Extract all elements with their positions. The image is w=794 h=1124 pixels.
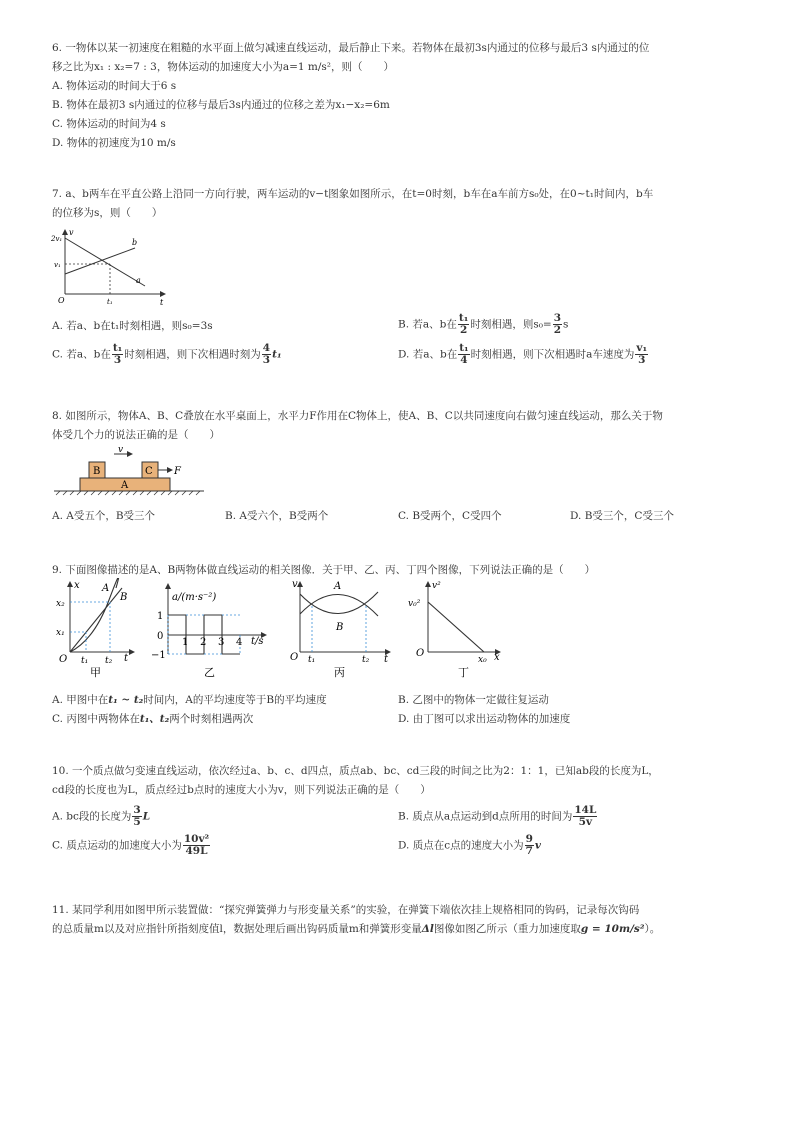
q6-stem-line1: 6. 一物体以某一初速度在粗糙的水平面上做匀减速直线运动，最后静止下来。若物体在最初3s内通过的位移与最后3 s内通过的位	[52, 42, 650, 54]
q9-option-a[interactable]	[52, 692, 327, 707]
q9-jia-x-axis: x	[74, 580, 80, 591]
q9-yi-tick-2: 2	[200, 637, 207, 648]
q9-yi-tick-1: 1	[182, 637, 189, 648]
q9-yi-tick-3: 3	[218, 637, 225, 648]
q9-graph-bing	[286, 578, 394, 678]
q9-graph-ding	[404, 578, 504, 678]
q11-stem-line1: 11. 某同学利用如图甲所示装置做：“探究弹簧弹力与形变量关系”的实验，在弹簧下端依次挂上规格相同的钩码，记录每次钩码	[52, 904, 640, 916]
q9-bing-t-axis: t	[384, 654, 389, 665]
q6-stem-line2: 移之比为x₁ : x₂=7 : 3，物体运动的加速度大小为a=1 m/s²，则（ ）	[52, 61, 395, 73]
q7-graph-t-label: t	[160, 298, 164, 307]
q11-line2-prefix: 的总质量m以及对应指针所指刻度值l，数据处理后画出钩码质量m和弹簧形变量	[52, 923, 422, 935]
q7-b-suffix: s	[563, 318, 569, 331]
q9-jia-caption: 甲	[90, 666, 101, 678]
q9-jia-line-a: A	[102, 583, 110, 594]
q9-ding-x-axis: x	[494, 652, 500, 663]
q9-ding-v2-axis: v²	[432, 581, 441, 591]
q7-b-prefix: B. 若a、b在	[398, 318, 457, 331]
q7-c-suffix: t₁	[272, 348, 282, 361]
q9-jia-x2: x₂	[56, 599, 65, 609]
q10-b-prefix: B. 质点从a点运动到d点所用的时间为	[398, 810, 573, 823]
q8-blocks-figure	[52, 444, 212, 496]
q8-stem-line2: 体受几个力的说法正确的是（ ）	[52, 429, 220, 441]
q8-fig-block-c: C	[145, 466, 153, 477]
q9-c-suffix: 两个时刻相遇两次	[169, 713, 254, 725]
q9-ding-origin: O	[416, 648, 425, 659]
q11-delta-l: Δl	[421, 923, 434, 935]
q8-fig-velocity: v	[118, 445, 124, 455]
q9-c-prefix: C. 丙图中两物体在	[52, 713, 140, 725]
q7-graph-v1-label: v₁	[54, 261, 61, 269]
q10-a-suffix: L	[142, 810, 151, 823]
q8-option-a[interactable]: A. A受五个，B受三个	[52, 510, 156, 522]
q8-stem-line1: 8. 如图所示，物体A、B、C叠放在水平桌面上，水平力F作用在C物体上，使A、B、C以共同速度向右做匀速直线运动，那么关于物	[52, 410, 663, 422]
q10-stem-line2: cd段的长度也为L，质点经过b点时的速度大小为v，则下列说法正确的是（ ）	[52, 784, 431, 796]
q8-option-d[interactable]: D. B受三个，C受三个	[570, 510, 674, 522]
q11-stem-line2	[52, 921, 660, 936]
q9-ding-v0-squared: v₀²	[408, 599, 421, 609]
q9-bing-origin: O	[290, 652, 299, 663]
q9-yi-zero: 0	[157, 631, 164, 642]
q9-bing-v-axis: v	[292, 579, 298, 590]
q10-a-prefix: A. bc段的长度为	[52, 810, 132, 823]
q7-c-fraction-time: $\frac{\text{t₁}}{3}$	[112, 342, 123, 366]
q7-b-fraction-time: $\frac{\text{t₁}}{2}$	[458, 312, 469, 336]
q9-jia-origin: O	[59, 654, 68, 665]
q9-jia-line-b: B	[120, 592, 128, 603]
q7-graph-t1-label: t₁	[107, 298, 113, 306]
q10-option-b[interactable]	[398, 805, 598, 828]
q7-option-a[interactable]: A. 若a、b在t₁时刻相遇，则s₀=3s	[52, 320, 213, 332]
q9-graph-jia	[54, 578, 138, 678]
q9-jia-t1: t₁	[81, 656, 89, 666]
q10-c-fraction: $\frac{\text{10v²}}{49L}$	[183, 833, 210, 857]
q10-d-suffix: v	[534, 839, 542, 852]
q9-ding-caption: 丁	[458, 666, 469, 678]
q6-option-c[interactable]: C. 物体运动的时间为4 s	[52, 118, 166, 130]
q7-graph-origin: O	[58, 296, 65, 305]
q7-d-prefix: D. 若a、b在	[398, 348, 458, 361]
q9-jia-x1: x₁	[56, 628, 65, 638]
q7-b-middle: 时刻相遇，则s₀=	[470, 318, 552, 331]
q9-bing-caption: 丙	[334, 666, 345, 678]
q9-jia-t2: t₂	[105, 656, 113, 666]
q9-option-b[interactable]: B. 乙图中的物体一定做往复运动	[398, 694, 549, 706]
q9-a-suffix: 时间内，A的平均速度等于B的平均速度	[143, 694, 327, 706]
q10-option-d[interactable]	[398, 834, 541, 857]
q7-stem-line2: 的位移为s，则（ ）	[52, 207, 163, 219]
q9-bing-line-b: B	[336, 622, 344, 633]
q9-yi-tick-4: 4	[236, 637, 243, 648]
q10-a-fraction: $\frac{3}{5}$	[133, 804, 141, 828]
q10-option-c[interactable]	[52, 834, 211, 857]
q10-d-fraction: $\frac{9}{7}$	[525, 833, 533, 857]
q10-d-prefix: D. 质点在c点的速度大小为	[398, 839, 524, 852]
q6-option-d[interactable]: D. 物体的初速度为10 m/s	[52, 137, 176, 149]
q8-fig-block-a: A	[121, 480, 129, 491]
q7-graph-2v1-label: 2v₁	[51, 235, 63, 243]
q10-b-fraction: $\frac{14L}{5v}$	[574, 804, 597, 828]
q10-option-a[interactable]	[52, 805, 150, 828]
q11-line2-suffix: ）。	[644, 923, 661, 935]
q10-c-prefix: C. 质点运动的加速度大小为	[52, 839, 182, 852]
q10-stem-line1: 10. 一个质点做匀变速直线运动，依次经过a、b、c、d四点，质点ab、bc、cd三段的时间之比为2：1：1，已知ab段的长度为L，	[52, 765, 659, 777]
q8-fig-block-b: B	[93, 466, 101, 477]
q7-graph-line-b: b	[132, 238, 138, 247]
q9-yi-caption: 乙	[204, 666, 215, 678]
q9-stem-line1: 9. 下面图像描述的是A、B两物体做直线运动的相关图像．关于甲、乙、丙、丁四个图像，下列说法正确的是（ ）	[52, 564, 596, 576]
q9-bing-t1: t₁	[308, 655, 316, 665]
q11-gravity-value: g = 10m/s²	[580, 923, 645, 935]
q9-ding-x0: x₀	[478, 655, 487, 665]
q9-yi-a-axis: a/(m·s⁻²)	[172, 592, 217, 603]
q9-option-d[interactable]: D. 由丁图可以求出运动物体的加速度	[398, 713, 571, 725]
q9-yi-t-axis: t/s	[251, 636, 264, 647]
q8-fig-force: F	[174, 466, 181, 477]
q7-option-d[interactable]	[398, 343, 649, 366]
q9-c-times: t₁、t₂	[139, 713, 170, 725]
q7-graph-line-a: a	[136, 276, 141, 285]
q7-stem-line1: 7. a、b两车在平直公路上沿同一方向行驶，两车运动的v−t图象如图所示，在t=0时刻，b车在a车前方s₀处，在0~t₁时间内，b车	[52, 188, 654, 200]
q9-option-c[interactable]	[52, 711, 253, 726]
q9-a-interval: t₁ ~ t₂	[108, 694, 144, 706]
q9-yi-minus-one: −1	[151, 650, 166, 661]
q9-bing-line-a: A	[334, 581, 342, 592]
q9-graph-yi	[150, 578, 272, 678]
q11-line2-middle: 图像如图乙所示（重力加速度取	[433, 923, 581, 935]
q7-option-c[interactable]	[52, 343, 282, 366]
q6-option-a[interactable]: A. 物体运动的时间大于6 s	[52, 80, 177, 92]
q7-b-fraction-coef: $\frac{3}{2}$	[553, 312, 562, 336]
q9-jia-t-axis: t	[124, 653, 129, 664]
q9-bing-t2: t₂	[362, 655, 370, 665]
q9-a-prefix: A. 甲图中在	[52, 694, 109, 706]
q7-c-fraction-coef: $\frac{4}{3}$	[262, 342, 271, 366]
q7-vt-graph	[50, 226, 175, 308]
q7-c-prefix: C. 若a、b在	[52, 348, 111, 361]
q7-graph-v-label: v	[69, 228, 74, 237]
q8-option-c[interactable]: C. B受两个，C受四个	[398, 510, 502, 522]
q7-d-middle: 时刻相遇，则下次相遇时a车速度为	[470, 348, 635, 361]
q7-c-middle: 时刻相遇，则下次相遇时刻为	[124, 348, 261, 361]
q6-option-b[interactable]: B. 物体在最初3 s内通过的位移与最后3s内通过的位移之差为x₁−x₂=6m	[52, 99, 390, 111]
q7-d-fraction-time: $\frac{\text{t₁}}{4}$	[459, 342, 469, 366]
q8-option-b[interactable]: B. A受六个，B受两个	[225, 510, 329, 522]
q9-yi-one: 1	[157, 611, 164, 622]
q7-option-b[interactable]	[398, 313, 568, 336]
q7-d-fraction-speed: $\frac{\text{v₁}}{3}$	[636, 342, 648, 366]
